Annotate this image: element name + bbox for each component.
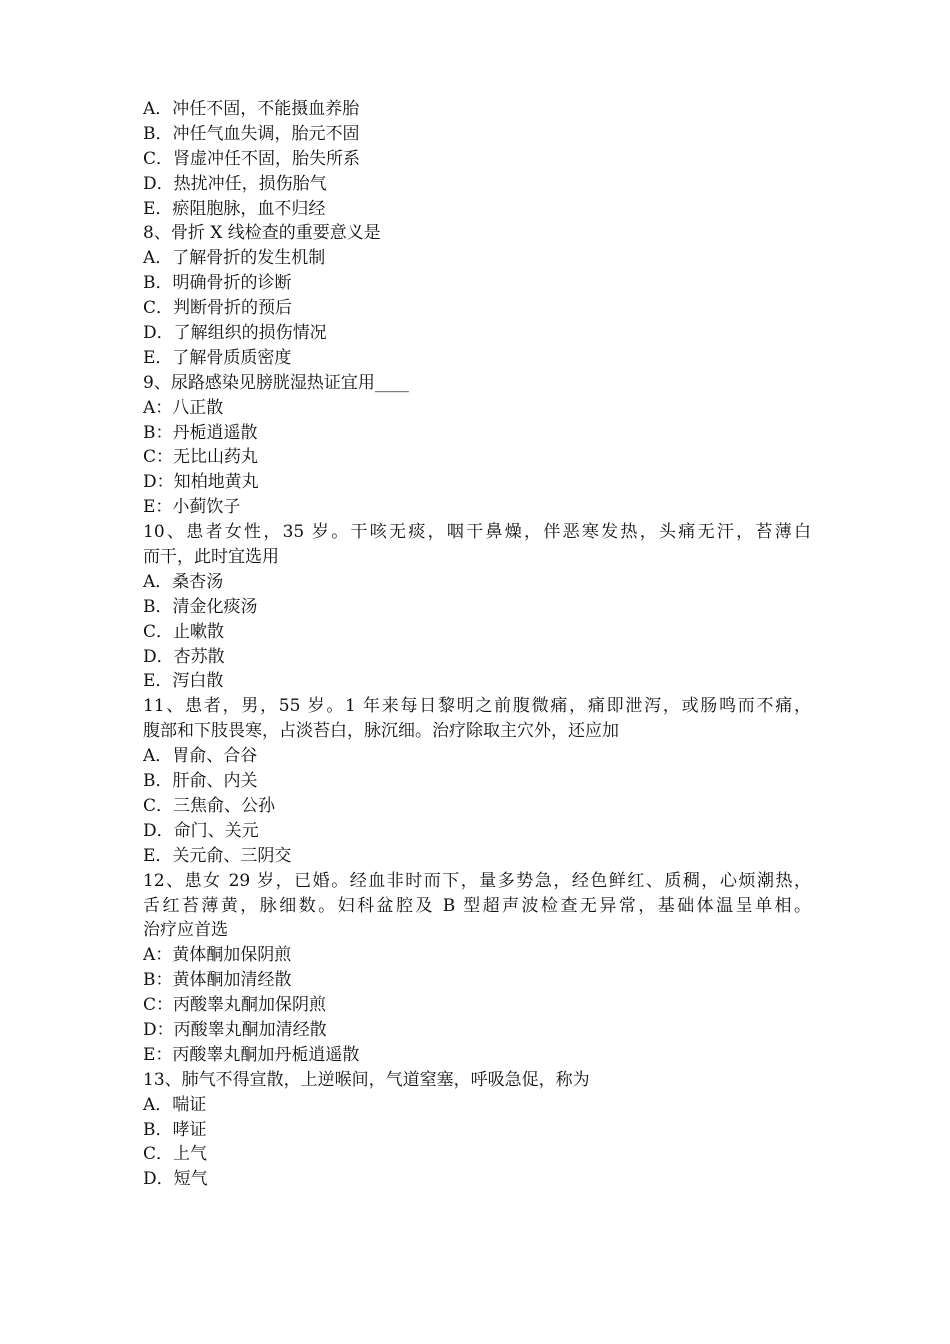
text-line: B．明确骨折的诊断 <box>143 273 292 294</box>
text-line: D．杏苏散 <box>143 646 225 667</box>
text-line: C：无比山药丸 <box>143 447 259 468</box>
text-line: 12、患女 29 岁，已婚。经血非时而下，量多势急，经色鲜红、质稠，心烦潮热， <box>143 870 811 891</box>
text-line: 舌红苔薄黄，脉细数。妇科盆腔及 B 型超声波检查无异常，基础体温呈单相。 <box>143 895 811 916</box>
text-line: A：八正散 <box>143 397 224 418</box>
text-line: B：丹栀逍遥散 <box>143 422 258 443</box>
text-line: 9、尿路感染见膀胱湿热证宜用____ <box>143 372 409 393</box>
text-line: D．短气 <box>143 1169 208 1190</box>
text-line: E：丙酸睾丸酮加丹栀逍遥散 <box>143 1044 360 1065</box>
text-line: D：知柏地黄丸 <box>143 472 259 493</box>
text-line: A．桑杏汤 <box>143 571 224 592</box>
text-line: B．冲任气血失调，胎元不固 <box>143 123 360 144</box>
text-line: E．了解骨质质密度 <box>143 347 292 368</box>
text-line: C．三焦俞、公孙 <box>143 795 276 816</box>
text-line: 治疗应首选 <box>143 920 228 941</box>
text-line: D．热扰冲任，损伤胎气 <box>143 173 327 194</box>
text-line: 13、肺气不得宣散，上逆喉间，气道窒塞，呼吸急促，称为 <box>143 1069 590 1090</box>
text-line: E：小蓟饮子 <box>143 497 241 518</box>
text-line: B．肝俞、内关 <box>143 771 258 792</box>
text-line: A：黄体酮加保阴煎 <box>143 945 292 966</box>
text-line: C．肾虚冲任不固，胎失所系 <box>143 148 361 169</box>
document-body <box>143 97 811 1192</box>
text-line: C．止嗽散 <box>143 621 225 642</box>
text-line: B．清金化痰汤 <box>143 596 258 617</box>
text-line: C．判断骨折的预后 <box>143 298 293 319</box>
text-line: 11、患者，男，55 岁。1 年来每日黎明之前腹微痛，痛即泄泻，或肠鸣而不痛， <box>143 696 811 717</box>
text-line: A．冲任不固，不能摄血养胎 <box>143 99 360 119</box>
text-line: B．哮证 <box>143 1119 207 1140</box>
text-line: E．泻白散 <box>143 671 224 692</box>
text-line: A．了解骨折的发生机制 <box>143 248 326 269</box>
text-line: A．喘证 <box>143 1094 207 1115</box>
text-line: C．上气 <box>143 1144 208 1165</box>
text-line: E．关元俞、三阴交 <box>143 845 292 866</box>
text-line: D．了解组织的损伤情况 <box>143 323 327 344</box>
text-line: E．瘀阻胞脉，血不归经 <box>143 198 326 219</box>
text-line: 而干，此时宜选用 <box>143 547 279 568</box>
text-line: B：黄体酮加清经散 <box>143 970 292 991</box>
text-line: 8、骨折 X 线检查的重要意义是 <box>143 223 381 244</box>
text-line: A．胃俞、合谷 <box>143 746 258 767</box>
text-line: D：丙酸睾丸酮加清经散 <box>143 1019 327 1040</box>
text-line: 10、患者女性，35 岁。干咳无痰，咽干鼻燥，伴恶寒发热，头痛无汗，苔薄白 <box>143 522 811 543</box>
text-line: D．命门、关元 <box>143 820 259 841</box>
text-line: 腹部和下肢畏寒，占淡苔白，脉沉细。治疗除取主穴外，还应加 <box>143 721 619 742</box>
text-line: C：丙酸睾丸酮加保阴煎 <box>143 995 327 1016</box>
